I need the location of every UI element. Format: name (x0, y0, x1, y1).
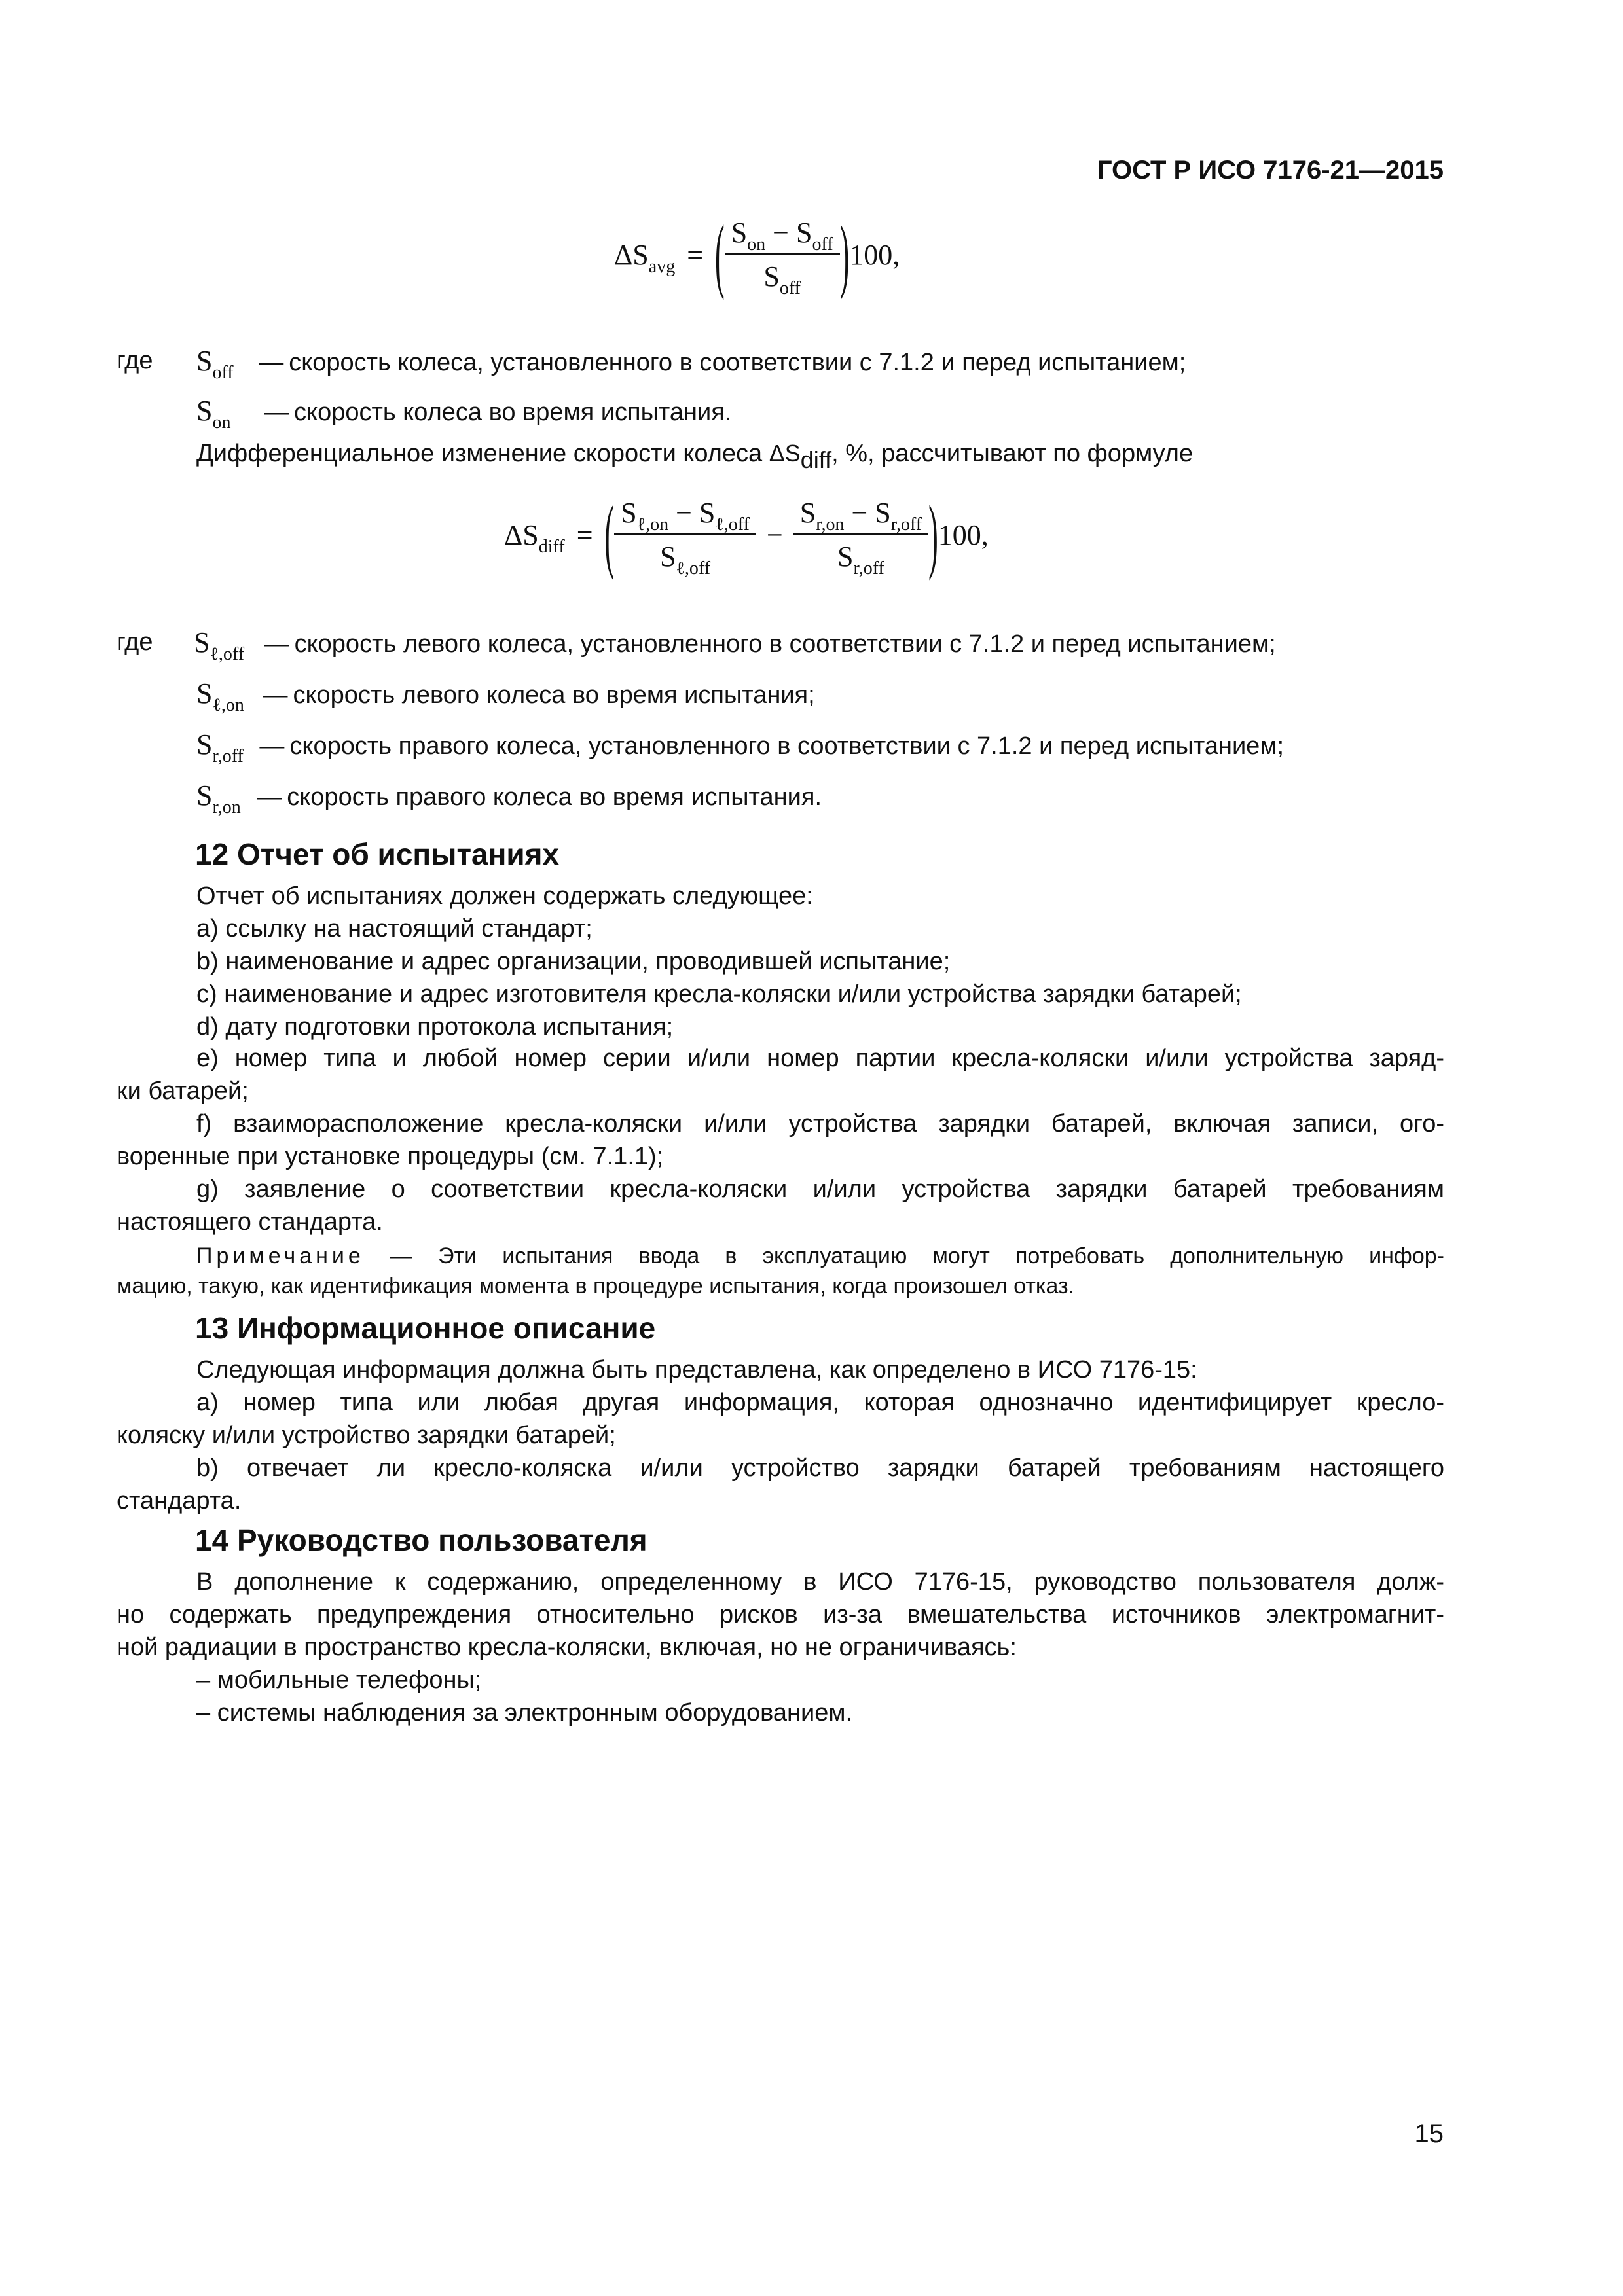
section-12-item-g-line1: g) заявление о соответствии кресла-коляски и/или устройства зарядки батарей требованиям (196, 1175, 1444, 1203)
section-13-intro: Следующая информация должна быть представлена, как определено в ИСО 7176-15: (196, 1356, 1197, 1384)
section-12-item-b: b) наименование и адрес организации, проводившей испытание; (196, 948, 951, 975)
section-13-title: 13 Информационное описание (195, 1311, 656, 1345)
section-12-item-e-line2: ки батарей; (117, 1077, 249, 1105)
where2-item-left-off: $S_{\ell,off}$ — скорость левого колеса, установленного в соответствии с 7.1.2 и перед испытанием; (194, 626, 1276, 664)
section-12-note-line1: Примечание — Эти испытания ввода в эксплуатацию могут потребовать дополнительную инфор- (196, 1244, 1444, 1268)
section-12-title: 12 Отчет об испытаниях (195, 837, 560, 871)
formula-diff-left-fraction: $\frac{S_{\ell,on} - S_{\ell,off}}{S_{\ell,off}}$ (614, 496, 756, 573)
where-label-1: где (117, 347, 153, 374)
where1-item-son: $S_{on}$ — скорость колеса во время испытания. (196, 395, 732, 433)
formula-diff-right-fraction: $\frac{S_{r,on} - S_{r,off}}{S_{r,off}}$ (793, 496, 928, 573)
where1-item-soff: $S_{off}$ — скорость колеса, установленного в соответствии с 7.1.2 и перед испытанием; (196, 345, 1186, 383)
section-14-para-line2: но содержать предупреждения относительно рисков из-за вмешательства источников электромагнит- (117, 1601, 1444, 1628)
section-12-item-d: d) дату подготовки протокола испытания; (196, 1013, 674, 1041)
section-14-list-item-monitoring: – системы наблюдения за электронным оборудованием. (196, 1699, 853, 1727)
section-12-item-e-line1: е) номер типа и любой номер серии и/или номер партии кресла-коляски и/или устройства заряд- (196, 1045, 1444, 1072)
section-14-para-line3: ной радиации в пространство кресла-коляски, включая, но не ограничиваясь: (117, 1634, 1017, 1661)
section-12-item-a: а) ссылку на настоящий стандарт; (196, 915, 593, 942)
section-13-item-b-line1: b) отвечает ли кресло-коляска и/или устройство зарядки батарей требованиям настоящего (196, 1454, 1444, 1482)
note-label: Примечание (196, 1244, 365, 1268)
section-12-note-line2: мацию, такую, как идентификация момента в процедуре испытания, когда произошел отказ. (117, 1274, 1075, 1299)
section-14-para-line1: В дополнение к содержанию, определенному в ИСО 7176-15, руководство пользователя долж- (196, 1568, 1444, 1596)
section-13-item-a-line2: коляску и/или устройство зарядки батарей; (117, 1422, 616, 1449)
section-12-item-g-line2: настоящего стандарта. (117, 1208, 383, 1236)
where2-item-right-on: $S_{r,on}$ — скорость правого колеса во время испытания. (196, 780, 822, 817)
section-13-item-b-line2: стандарта. (117, 1487, 242, 1515)
where-label-2: где (117, 628, 153, 656)
section-12-item-f-line1: f) взаиморасположение кресла-коляски и/или устройства зарядки батарей, включая записи, ого- (196, 1110, 1444, 1138)
formula-avg: $\Delta S_{avg}$ = ( $\frac{S_{on} - S_{off}}{S_{off}}$ ) 100, (614, 207, 900, 302)
where2-item-right-off: $S_{r,off}$ — скорость правого колеса, установленного в соответствии с 7.1.2 и перед испытанием; (196, 728, 1284, 766)
section-12-item-c: с) наименование и адрес изготовителя кресла-коляски и/или устройства зарядки батарей; (196, 980, 1242, 1008)
formula-avg-lhs: $\Delta S_{avg}$ (614, 238, 676, 277)
section-13-item-a-line1: а) номер типа или любая другая информация, которая однозначно идентифицирует кресло- (196, 1389, 1444, 1416)
section-12-item-f-line2: воренные при установке процедуры (см. 7.1.1); (117, 1143, 664, 1170)
page-number: 15 (1414, 2119, 1444, 2148)
formula-diff-lhs: $\Delta S_{diff}$ (504, 518, 565, 557)
formula-avg-fraction: $\frac{S_{on} - S_{off}}{S_{off}}$ (725, 216, 840, 293)
where2-item-left-on: $S_{\ell,on}$ — скорость левого колеса во время испытания; (196, 677, 815, 715)
diff-intro: Дифференциальное изменение скорости колеса ΔSdiff, %, рассчитывают по формуле (196, 440, 1194, 473)
section-14-list-item-phones: – мобильные телефоны; (196, 1666, 482, 1694)
section-12-intro: Отчет об испытаниях должен содержать следующее: (196, 882, 813, 910)
formula-diff: $\Delta S_{diff}$ = ( $\frac{S_{\ell,on} - S_{\ell,off}}{S_{\ell,off}}$ − $\frac{S_{r,on} - S_{r,off}}{S_{r,off}}$ ) 100, (504, 488, 989, 582)
document-header: ГОСТ Р ИСО 7176-21—2015 (1097, 156, 1444, 185)
section-14-title: 14 Руководство пользователя (195, 1523, 647, 1557)
